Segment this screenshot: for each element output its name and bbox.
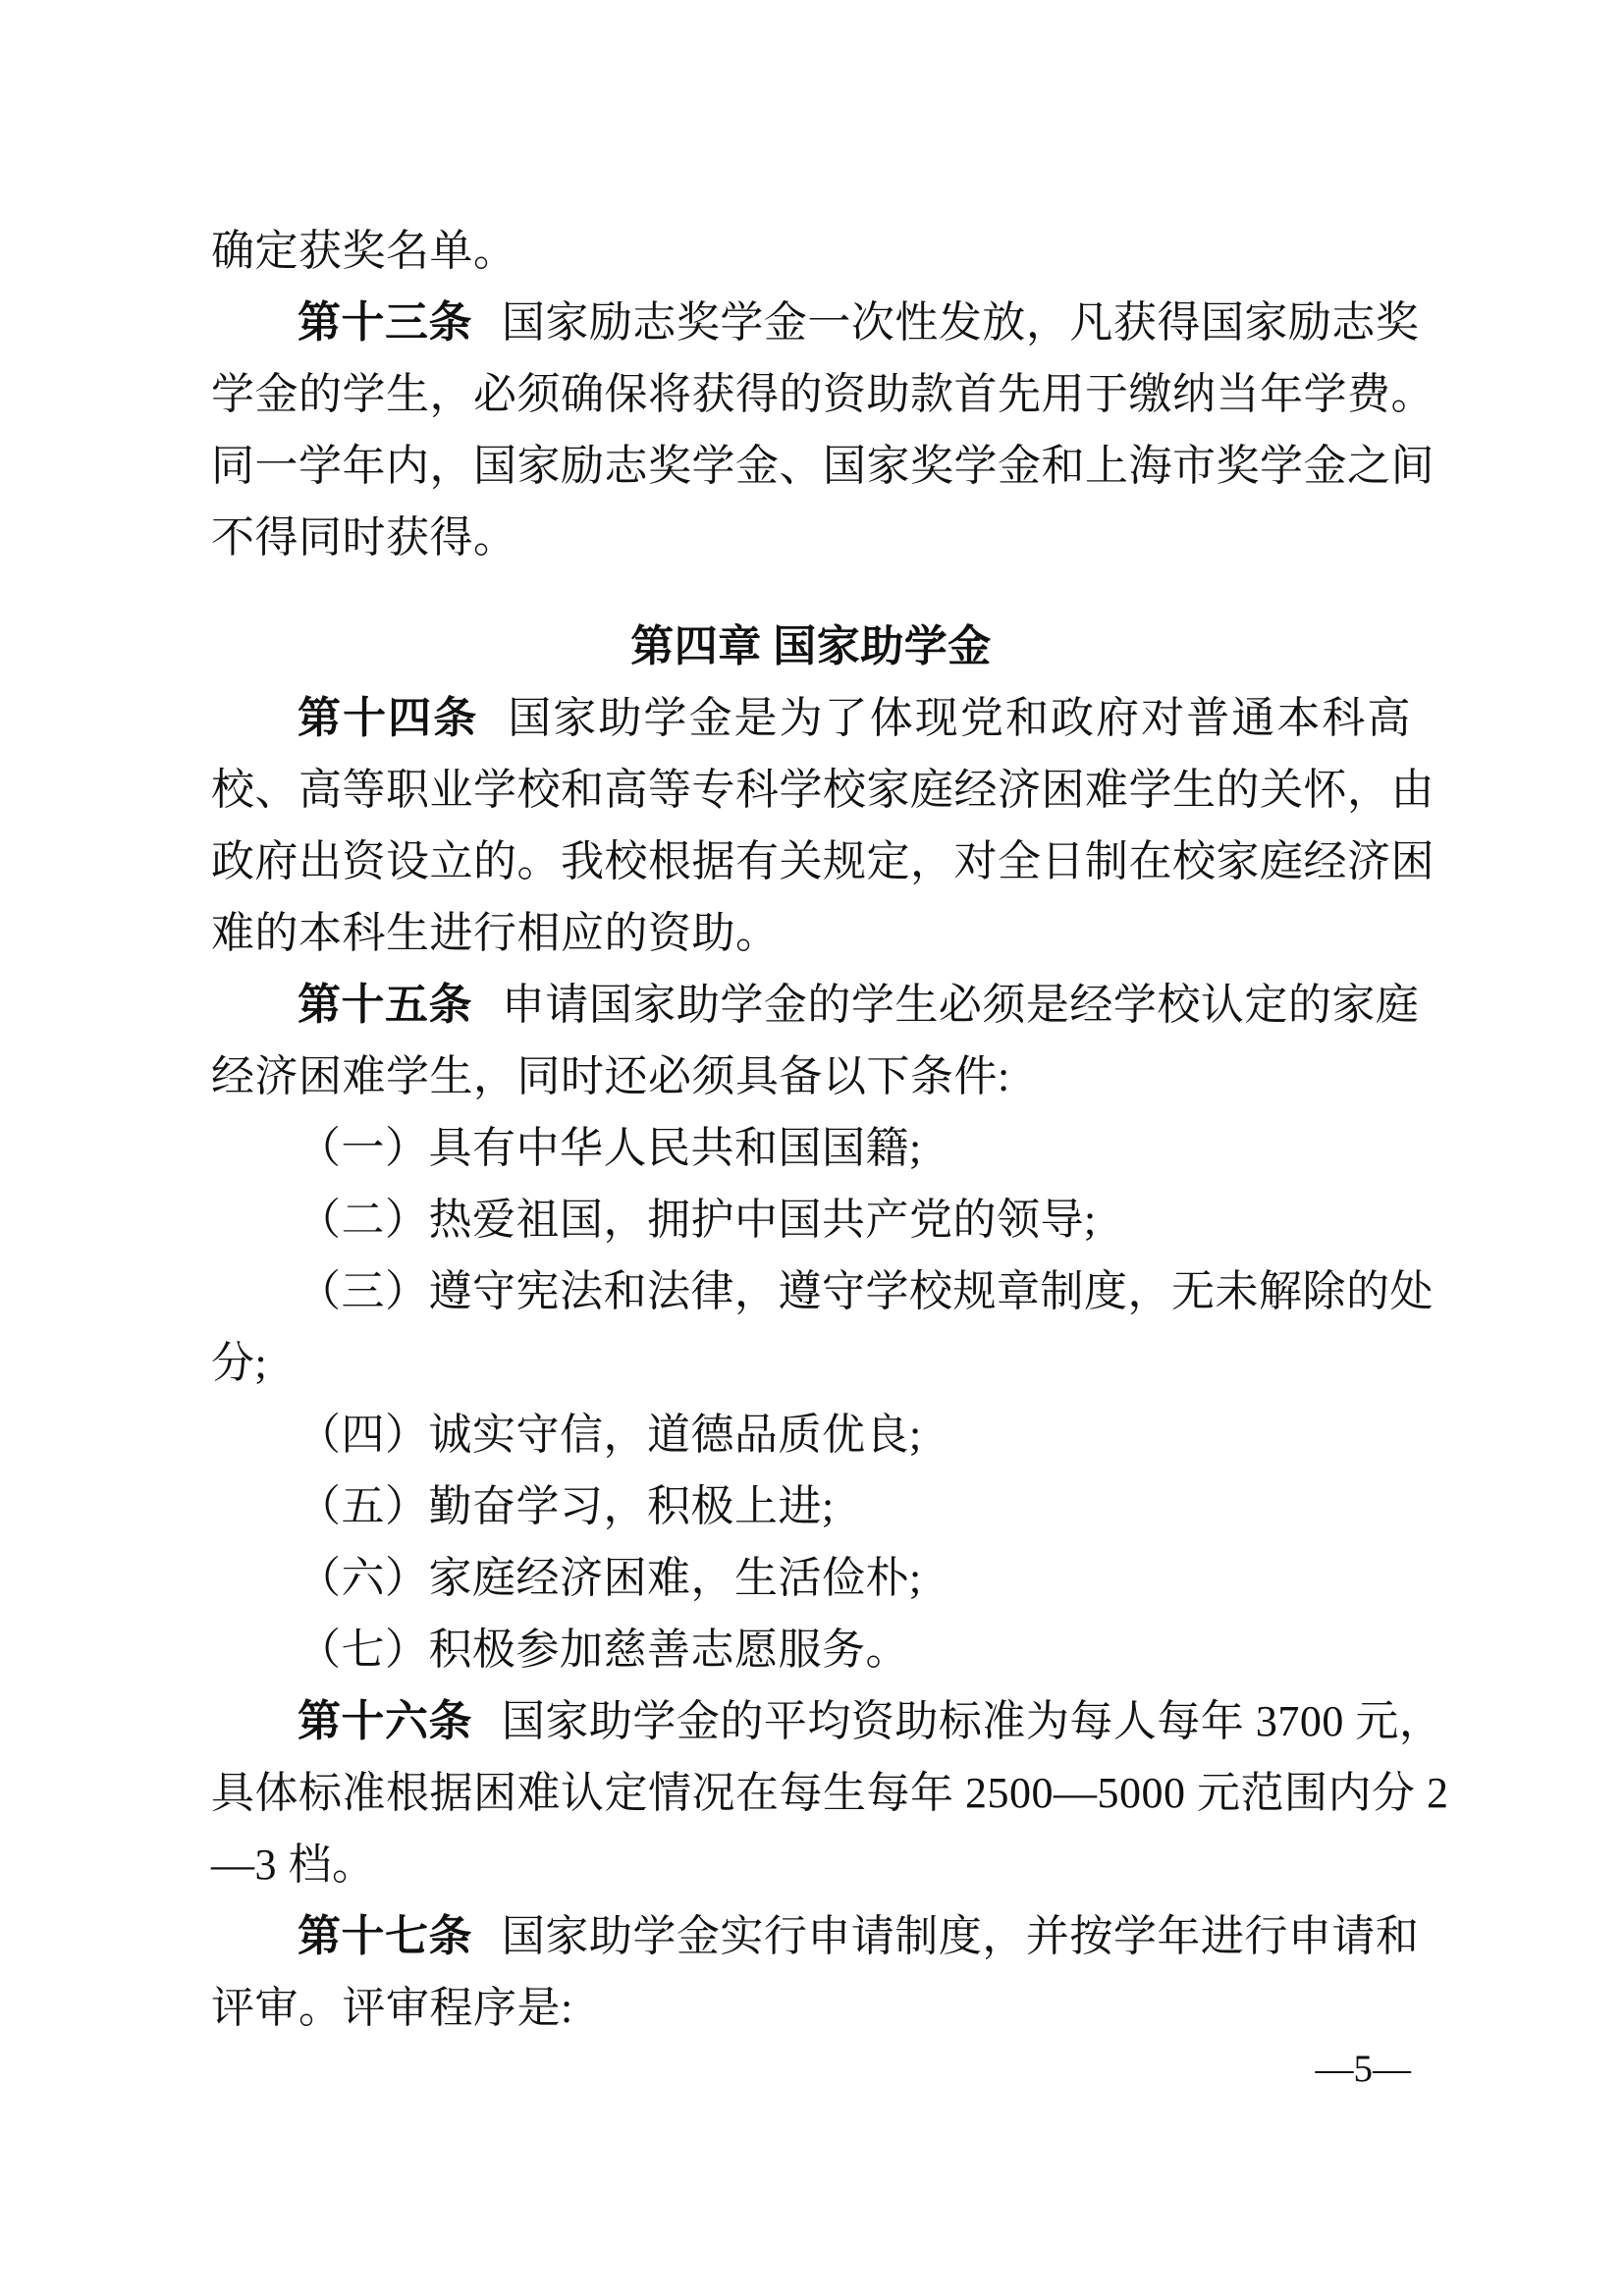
body-line-article-16 (211, 1685, 1443, 1757)
list-item-3: （三）遵守宪法和法律，遵守学校规章制度，无未解除的处 (298, 1267, 1434, 1315)
body-line: 校、高等职业学校和高等专科学校家庭经济困难学生的关怀，由 (211, 766, 1435, 814)
body-line: 分; (211, 1339, 268, 1387)
line-text: 国家助学金实行申请制度，并按学年进行申请和 (501, 1912, 1420, 1960)
body-line: 同一学年内，国家励志奖学金、国家奖学金和上海市奖学金之间 (211, 442, 1435, 490)
list-item-4: （四）诚实守信，道德品质优良; (298, 1411, 922, 1459)
list-item-1: （一）具有中华人民共和国国籍; (298, 1124, 922, 1172)
body-line: 难的本科生进行相应的资助。 (211, 909, 780, 957)
article-number: 第十四条 (298, 694, 479, 742)
article-number: 第十六条 (298, 1697, 472, 1745)
line-text: 申请国家助学金的学生必须是经学校认定的家庭 (501, 981, 1420, 1029)
body-line: 政府出资设立的。我校根据有关规定，对全日制在校家庭经济困 (211, 837, 1435, 885)
list-item-2: （二）热爱祖国，拥护中国共产党的领导; (298, 1196, 1097, 1244)
line-text: 国家助学金是为了体现党和政府对普通本科高 (508, 694, 1412, 742)
list-item-6: （六）家庭经济困难，生活俭朴; (298, 1554, 922, 1602)
page-body (211, 215, 1449, 2044)
body-line: 具体标准根据困难认定情况在每生每年 2500—5000 元范围内分 2 (211, 1769, 1449, 1817)
article-number: 第十七条 (298, 1912, 472, 1960)
list-item-5: （五）勤奋学习，积极上进; (298, 1482, 835, 1530)
body-line: 不得同时获得。 (211, 513, 517, 561)
line-text: 国家助学金的平均资助标准为每人每年 3700 元， (501, 1697, 1443, 1745)
body-line-article-17 (211, 1900, 1420, 1972)
body-line: 确定获奖名单。 (211, 227, 517, 275)
article-number: 第十五条 (298, 981, 472, 1029)
body-line: 学金的学生，必须确保将获得的资助款首先用于缴纳当年学费。 (211, 370, 1435, 418)
line-text: 国家励志奖学金一次性发放，凡获得国家励志奖 (501, 298, 1420, 347)
list-item-7: （七）积极参加慈善志愿服务。 (298, 1626, 909, 1674)
chapter-heading: 第四章 国家助学金 (630, 622, 992, 670)
page-number: —5— (1315, 2048, 1411, 2090)
body-line-article-13 (211, 287, 1420, 358)
body-line: —3 档。 (211, 1841, 376, 1889)
article-number: 第十三条 (298, 298, 472, 347)
body-line-article-14 (211, 682, 1411, 754)
body-line: 评审。评审程序是: (211, 1984, 573, 2032)
body-line-article-15 (211, 969, 1420, 1041)
body-line: 经济困难学生，同时还必须具备以下条件: (211, 1052, 1010, 1100)
